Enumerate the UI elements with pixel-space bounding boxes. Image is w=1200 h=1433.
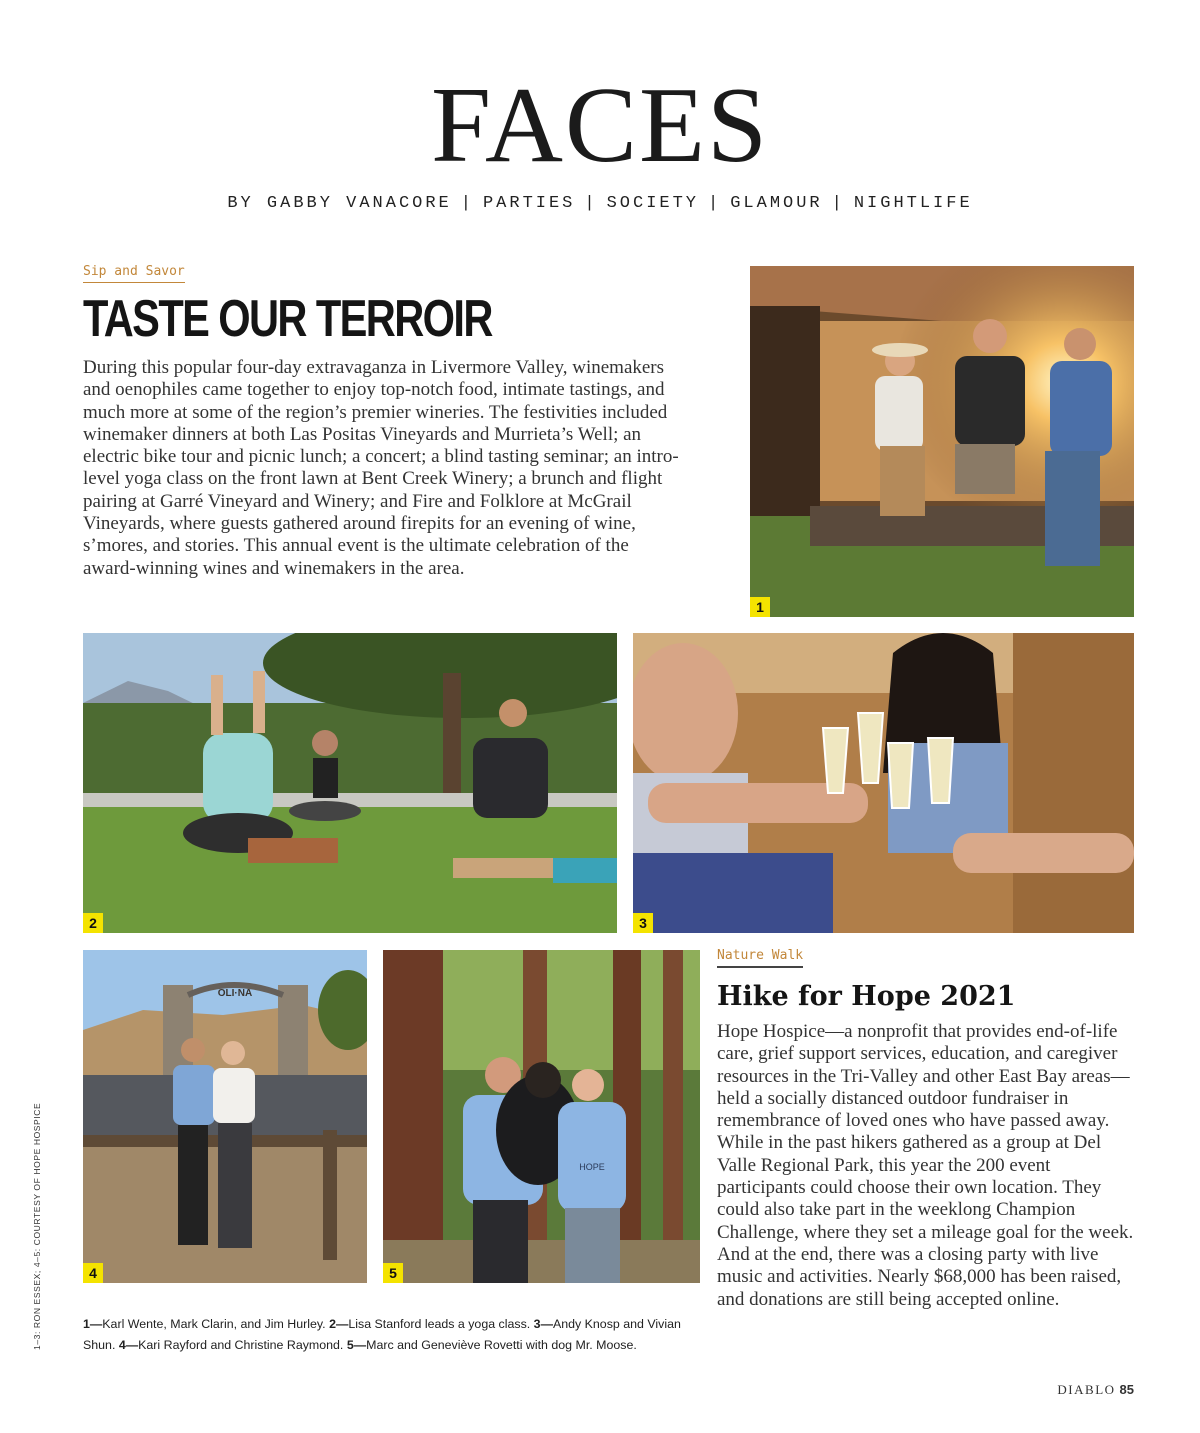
photo-hikers-gate — [83, 950, 367, 1283]
hikers-gate-illustration — [83, 950, 367, 1283]
byline-section-glamour: GLAMOUR — [730, 194, 823, 213]
yoga-illustration — [83, 633, 617, 933]
caption-dash: — — [335, 1317, 349, 1331]
byline-section-nightlife: NIGHTLIFE — [853, 194, 973, 213]
story2-headline: Hike for Hope 2021 — [717, 981, 1016, 1012]
byline-separator: | — [708, 194, 722, 213]
caption-dash: — — [89, 1317, 103, 1331]
caption-text: Kari Rayford and Christine Raymond. — [138, 1338, 344, 1352]
photo-number-badge: 5 — [383, 1263, 403, 1283]
caption-dash: — — [353, 1338, 367, 1352]
photo-couple-dog — [383, 950, 700, 1283]
photo-credit: 1–3: RON ESSEX; 4–5: COURTESY OF HOPE HOSPICE — [32, 1102, 42, 1350]
couple-dog-illustration — [383, 950, 700, 1283]
story1-headline: TASTE OUR TERROIR — [83, 290, 492, 348]
story1-kicker: Sip and Savor — [83, 264, 185, 283]
byline-separator: | — [831, 194, 845, 213]
caption-text: Marc and Geneviève Rovetti with dog Mr. Moose. — [366, 1338, 637, 1352]
page-folio — [1057, 1382, 1134, 1398]
photo-number-badge: 4 — [83, 1263, 103, 1283]
photo-number-badge: 3 — [633, 913, 653, 933]
photo-toast — [633, 633, 1134, 933]
caption-dash: — — [125, 1338, 139, 1352]
story1-body: During this popular four-day extravaganza in Livermore Valley, winemakers and oenophiles came together to enjoy top-notch food, intimate tastings, and much more at some of the region’s premier wineries. The festivities included winemaker dinners at both Las Positas Vineyards and Murrieta’s Well; an electric bike tour and picnic lunch; a concert; a blind tasting seminar; an intro-level yoga class on the front lawn at Bent Creek Winery; a brunch and flight pairing at Garré Vineyard and Winery; and Fire and Folklore at McGrail Vineyards, where guests gathered around firepits for an evening of wine, s’mores, and stories. This annual event is the ultimate celebration of the award-winning wines and winemakers in the area. — [83, 357, 679, 579]
caption-number: 5 — [346, 1338, 354, 1352]
caption-number: 3 — [533, 1317, 541, 1331]
caption-dash: — — [540, 1317, 553, 1331]
caption-number: 2 — [329, 1317, 336, 1331]
photo-musicians — [750, 266, 1134, 617]
byline-separator: | — [584, 194, 598, 213]
photo-yoga-class — [83, 633, 617, 933]
photo-number-badge: 2 — [83, 913, 103, 933]
gate-sign-text: OLI·NA — [217, 988, 253, 999]
photo-number-badge: 1 — [750, 597, 770, 617]
caption-text: Andy Knosp and Vivian Shun. — [83, 1317, 681, 1352]
byline-section-society: SOCIETY — [606, 194, 700, 213]
toast-illustration — [633, 633, 1134, 933]
page-number: 85 — [1119, 1382, 1134, 1397]
caption-text: Karl Wente, Mark Clarin, and Jim Hurley. — [102, 1317, 326, 1331]
byline-separator: | — [460, 194, 474, 213]
caption-text: Lisa Stanford leads a yoga class. — [348, 1317, 531, 1331]
magazine-name: DIABLO — [1057, 1382, 1116, 1397]
musicians-illustration — [750, 266, 1134, 617]
story2-kicker: Nature Walk — [717, 948, 803, 968]
caption-number: 1 — [83, 1317, 90, 1331]
byline-author: BY GABBY VANACORE — [227, 194, 452, 213]
photo-captions — [83, 1314, 708, 1356]
byline-section-parties: PARTIES — [482, 194, 576, 213]
caption-number: 4 — [118, 1338, 126, 1352]
shirt-text: HOPE — [579, 1162, 605, 1172]
masthead-title: FACES — [430, 66, 770, 185]
byline — [0, 194, 1200, 213]
story2-body: Hope Hospice—a nonprofit that provides end-of-life care, grief support services, education, and caregiver resources in the Tri-Valley and other East Bay areas—held a socially distanced outdoor fundraiser in remembrance of loved ones who have passed away. While in the past hikers gathered as a group at Del Valle Regional Park, this year the 200 event participants could choose their own location. They could also take part in the weeklong Champion Challenge, where they set a mileage goal for the week. And at the end, there was a closing party with live music and activities. Nearly $68,000 has been raised, and donations are still being accepted online. — [717, 1021, 1134, 1310]
